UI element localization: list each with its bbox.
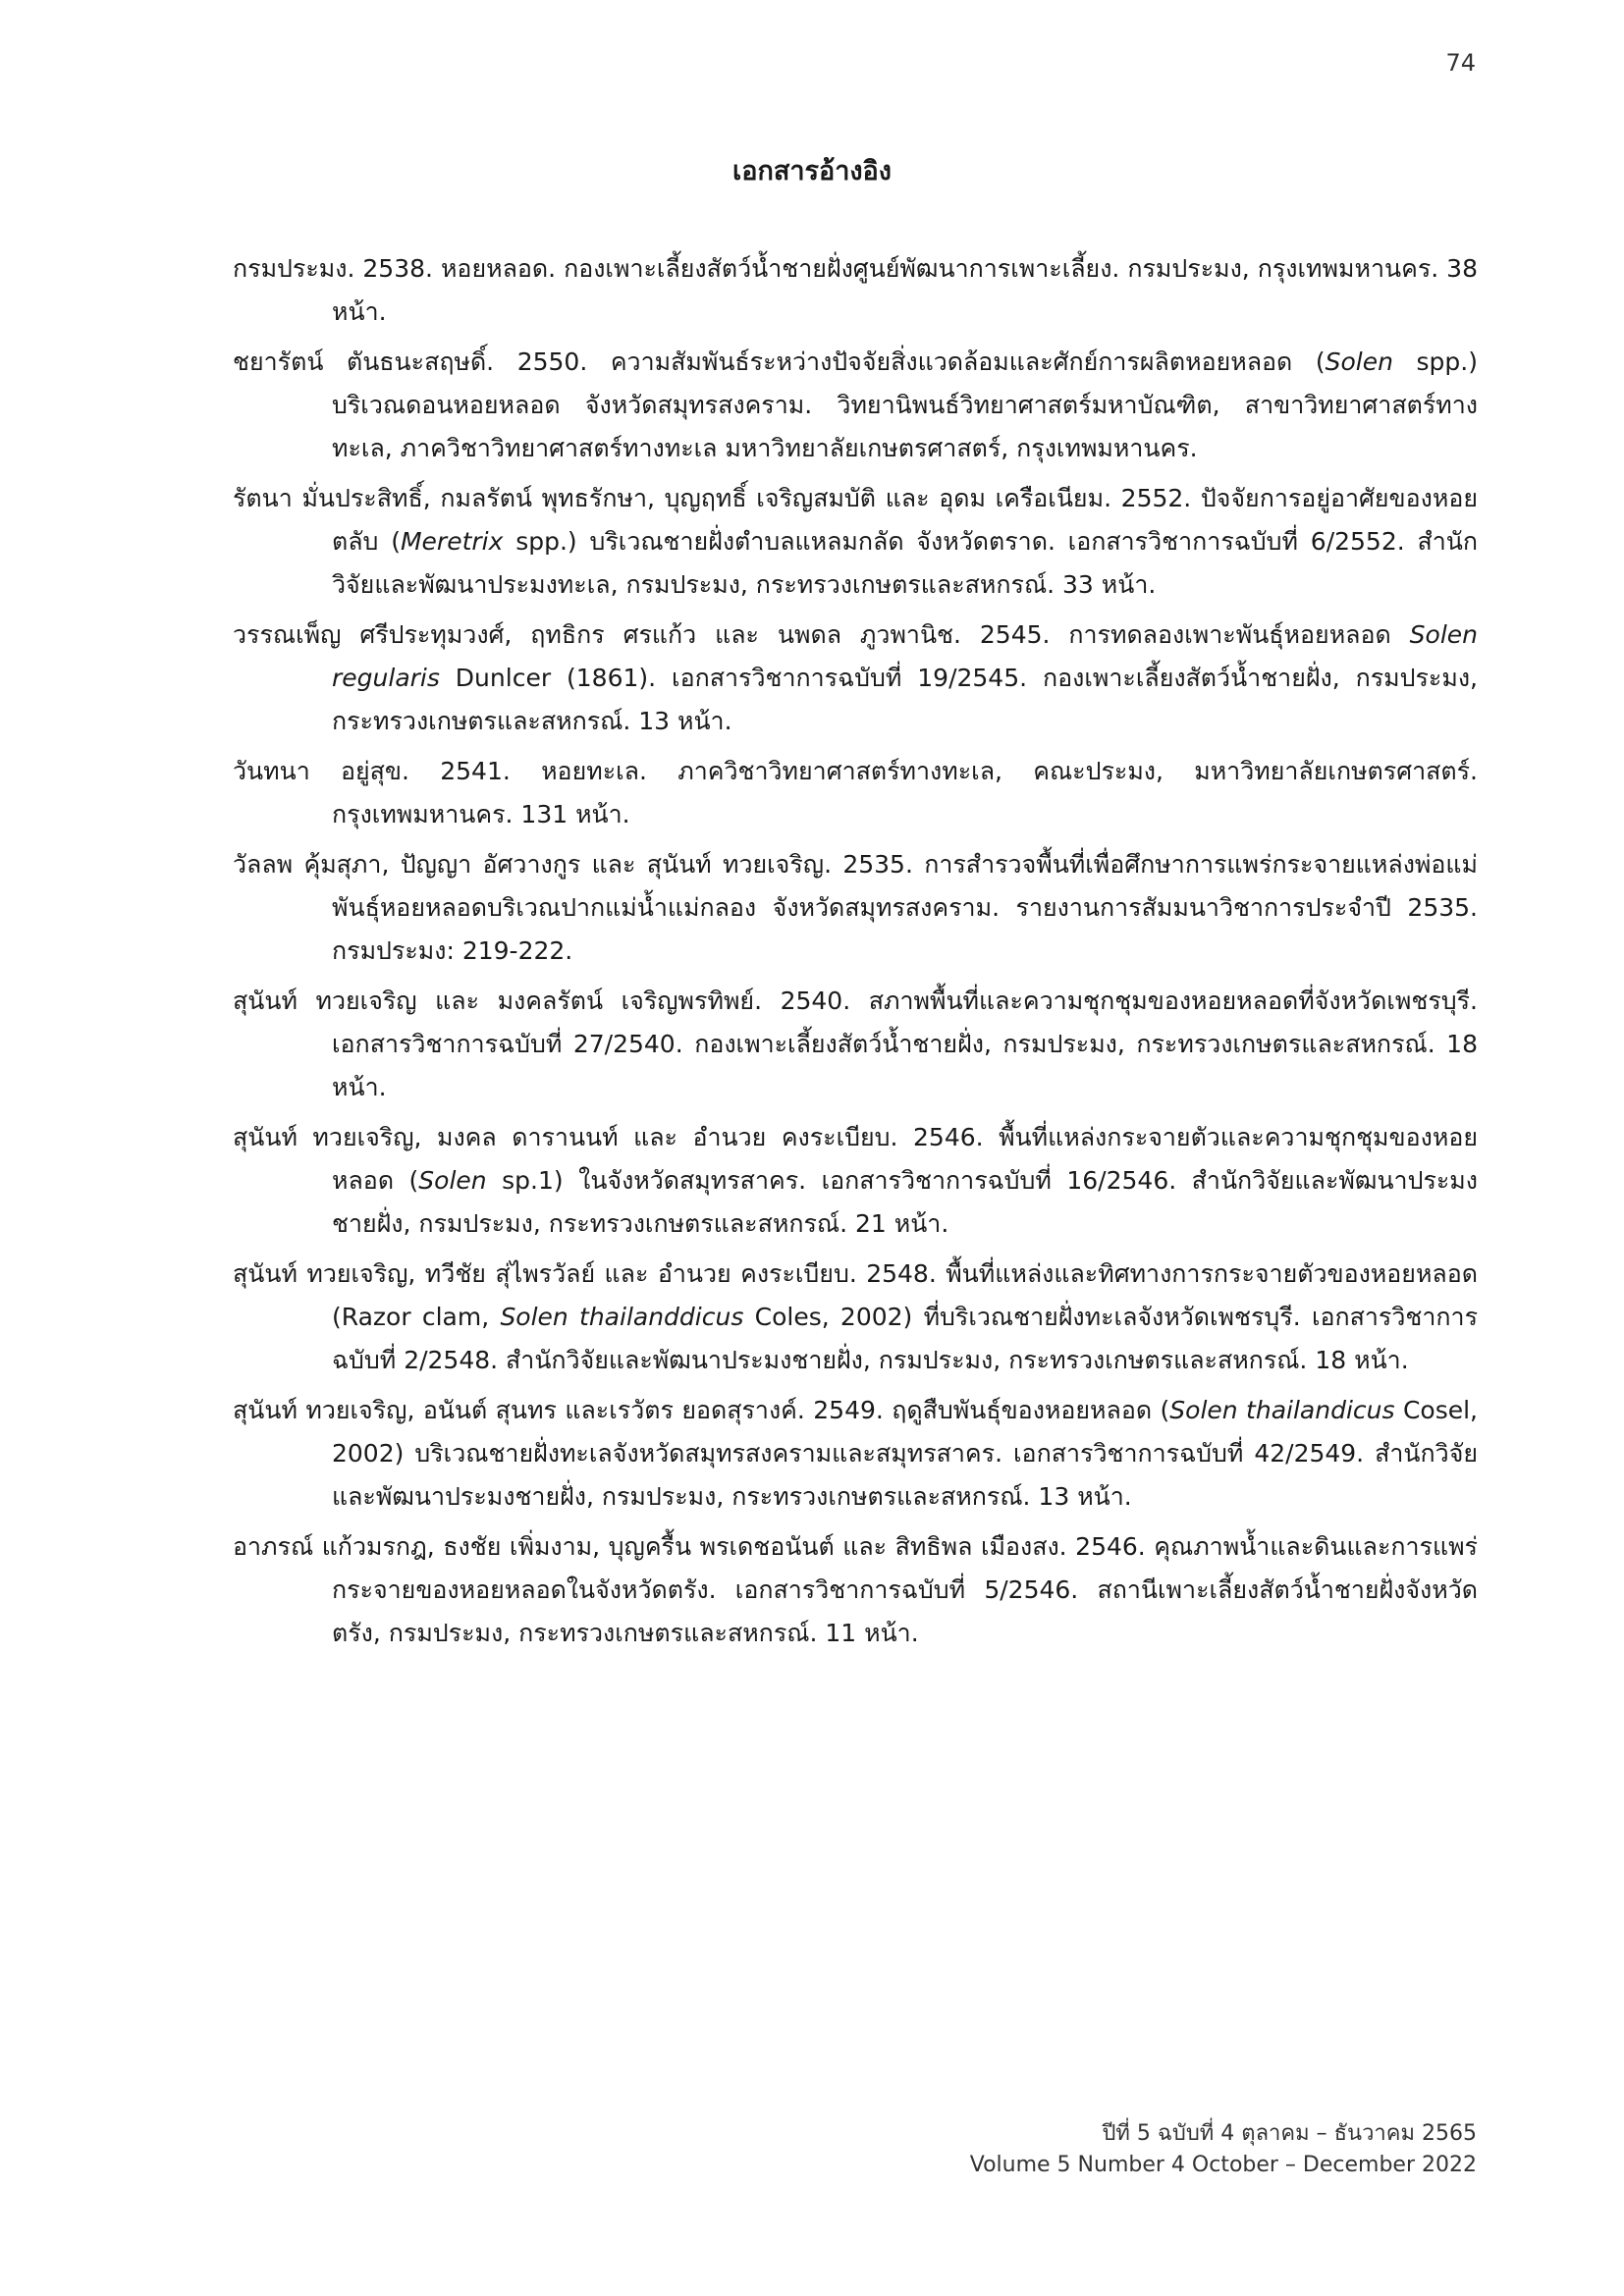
page-number: 74: [1445, 49, 1476, 77]
reference-text: กรมประมง. 2538. หอยหลอด. กองเพาะเลี้ยงสัตว์น้ำชายฝั่งศูนย์พัฒนาการเพาะเลี้ยง. กรมประมง, กรุงเทพมหานคร. 38 หน้า.: [233, 254, 1478, 326]
page-title: เอกสารอ้างอิง: [732, 156, 892, 187]
reference-text: สุนันท์ ทวยเจริญ และ มงคลรัตน์ เจริญพรทิพย์. 2540. สภาพพื้นที่และความชุกชุมของหอยหลอดที่จังหวัดเพชรบุรี. เอกสารวิชาการฉบับที่ 27/2540. กองเพาะเลี้ยงสัตว์น้ำชายฝั่ง, กรมประมง, กระทรวงเกษตรและสหกรณ์. 18 หน้า.: [233, 987, 1478, 1101]
reference-species-name: Solen: [1325, 347, 1393, 376]
reference-text: ชยารัตน์ ตันธนะสฤษดิ์. 2550. ความสัมพันธ์ระหว่างปัจจัยสิ่งแวดล้อมและศักย์การผลิตหอยหลอด (: [233, 347, 1326, 376]
reference-item: [233, 247, 1478, 334]
reference-species-name: Solen: [418, 1166, 487, 1195]
reference-text: วันทนา อยู่สุข. 2541. หอยทะเล. ภาควิชาวิทยาศาสตร์ทางทะเล, คณะประมง, มหาวิทยาลัยเกษตรศาสตร์. กรุงเทพมหานคร. 131 หน้า.: [233, 757, 1478, 828]
footer-english: Volume 5 Number 4 October – December 2022: [969, 2153, 1477, 2177]
reference-text: วรรณเพ็ญ ศรีประทุมวงศ์, ฤทธิกร ศรแก้ว และ นพดล ภูวพานิช. 2545. การทดลองเพาะพันธุ์หอยหลอด: [233, 620, 1410, 649]
reference-item: [233, 980, 1478, 1109]
reference-list: [233, 247, 1478, 1662]
reference-text: วัลลพ คุ้มสุภา, ปัญญา อัศวางกูร และ สุนันท์ ทวยเจริญ. 2535. การสำรวจพื้นที่เพื่อศึกษาการแพร่กระจายแหล่งพ่อแม่พันธุ์หอยหลอดบริเวณปากแม่น้ำแม่กลอง จังหวัดสมุทรสงคราม. รายงานการสัมมนาวิชาการประจำปี 2535. กรมประมง: 219-222.: [233, 850, 1478, 965]
reference-item: [233, 1525, 1478, 1655]
reference-item: [233, 614, 1478, 743]
reference-text: sp.1) ในจังหวัดสมุทรสาคร. เอกสารวิชาการฉบับที่ 16/2546. สำนักวิจัยและพัฒนาประมงชายฝั่ง, กรมประมง, กระทรวงเกษตรและสหกรณ์. 21 หน้า.: [332, 1166, 1478, 1238]
reference-text: สุนันท์ ทวยเจริญ, อนันต์ สุนทร และเรวัตร ยอดสุรางค์. 2549. ฤดูสืบพันธุ์ของหอยหลอด (: [233, 1396, 1170, 1424]
reference-text: สุนันท์ ทวยเจริญ, ทวีชัย สุ่ไพรวัลย์ และ อำนวย คงระเบียบ. 2548. พื้นที่แหล่งและทิศทางการกระจายตัวของหอยหลอด (Razor clam,: [233, 1259, 1478, 1331]
reference-species-name: Solen regularis: [332, 620, 1478, 692]
footer: [970, 2118, 1477, 2181]
reference-text: รัตนา มั่นประสิทธิ์, กมลรัตน์ พุทธรักษา, บุญฤทธิ์ เจริญสมบัติ และ อุดม เครือเนียม. 2552. ปัจจัยการอยู่อาศัยของหอยตลับ (: [233, 484, 1478, 556]
reference-text: spp.) บริเวณดอนหอยหลอด จังหวัดสมุทรสงคราม. วิทยานิพนธ์วิทยาศาสตร์มหาบัณฑิต, สาขาวิทยาศาสตร์ทางทะเล, ภาควิชาวิทยาศาสตร์ทางทะเล มหาวิทยาลัยเกษตรศาสตร์, กรุงเทพมหานคร.: [332, 347, 1478, 462]
reference-text: Dunlcer (1861). เอกสารวิชาการฉบับที่ 19/2545. กองเพาะเลี้ยงสัตว์น้ำชายฝั่ง, กรมประมง, กระทรวงเกษตรและสหกรณ์. 13 หน้า.: [332, 664, 1478, 735]
reference-species-name: Solen thailandicus: [1169, 1396, 1395, 1424]
reference-species-name: Meretrix: [400, 527, 504, 556]
reference-item: [233, 750, 1478, 836]
reference-item: [233, 341, 1478, 470]
reference-text: spp.) บริเวณชายฝั่งตำบลแหลมกลัด จังหวัดตราด. เอกสารวิชาการฉบับที่ 6/2552. สำนักวิจัยและพัฒนาประมงทะเล, กรมประมง, กระทรวงเกษตรและสหกรณ์. 33 หน้า.: [332, 527, 1478, 599]
footer-thai: ปีที่ 5 ฉบับที่ 4 ตุลาคม – ธันวาคม 2565: [1102, 2121, 1477, 2146]
reference-item: [233, 1253, 1478, 1382]
reference-item: [233, 1389, 1478, 1519]
reference-item: [233, 477, 1478, 607]
reference-text: Coles, 2002) ที่บริเวณชายฝั่งทะเลจังหวัดเพชรบุรี. เอกสารวิชาการฉบับที่ 2/2548. สำนักวิจัยและพัฒนาประมงชายฝั่ง, กรมประมง, กระทรวงเกษตรและสหกรณ์. 18 หน้า.: [332, 1303, 1479, 1374]
reference-text: สุนันท์ ทวยเจริญ, มงคล ดารานนท์ และ อำนวย คงระเบียบ. 2546. พื้นที่แหล่งกระจายตัวและความชุกชุมของหอยหลอด (: [233, 1123, 1478, 1195]
reference-text: Cosel, 2002) บริเวณชายฝั่งทะเลจังหวัดสมุทรสงครามและสมุทรสาคร. เอกสารวิชาการฉบับที่ 42/2549. สำนักวิจัยและพัฒนาประมงชายฝั่ง, กรมประมง, กระทรวงเกษตรและสหกรณ์. 13 หน้า.: [332, 1396, 1478, 1511]
reference-item: [233, 1116, 1478, 1246]
reference-text: อาภรณ์ แก้วมรกฎ, ธงชัย เพิ่มงาม, บุญครื้น พรเดชอนันต์ และ สิทธิพล เมืองสง. 2546. คุณภาพน้ำและดินและการแพร่กระจายของหอยหลอดในจังหวัดตรัง. เอกสารวิชาการฉบับที่ 5/2546. สถานีเพาะเลี้ยงสัตว์น้ำชายฝั่งจังหวัดตรัง, กรมประมง, กระทรวงเกษตรและสหกรณ์. 11 หน้า.: [233, 1532, 1478, 1647]
reference-item: [233, 843, 1478, 973]
reference-species-name: Solen thailanddicus: [500, 1303, 744, 1331]
